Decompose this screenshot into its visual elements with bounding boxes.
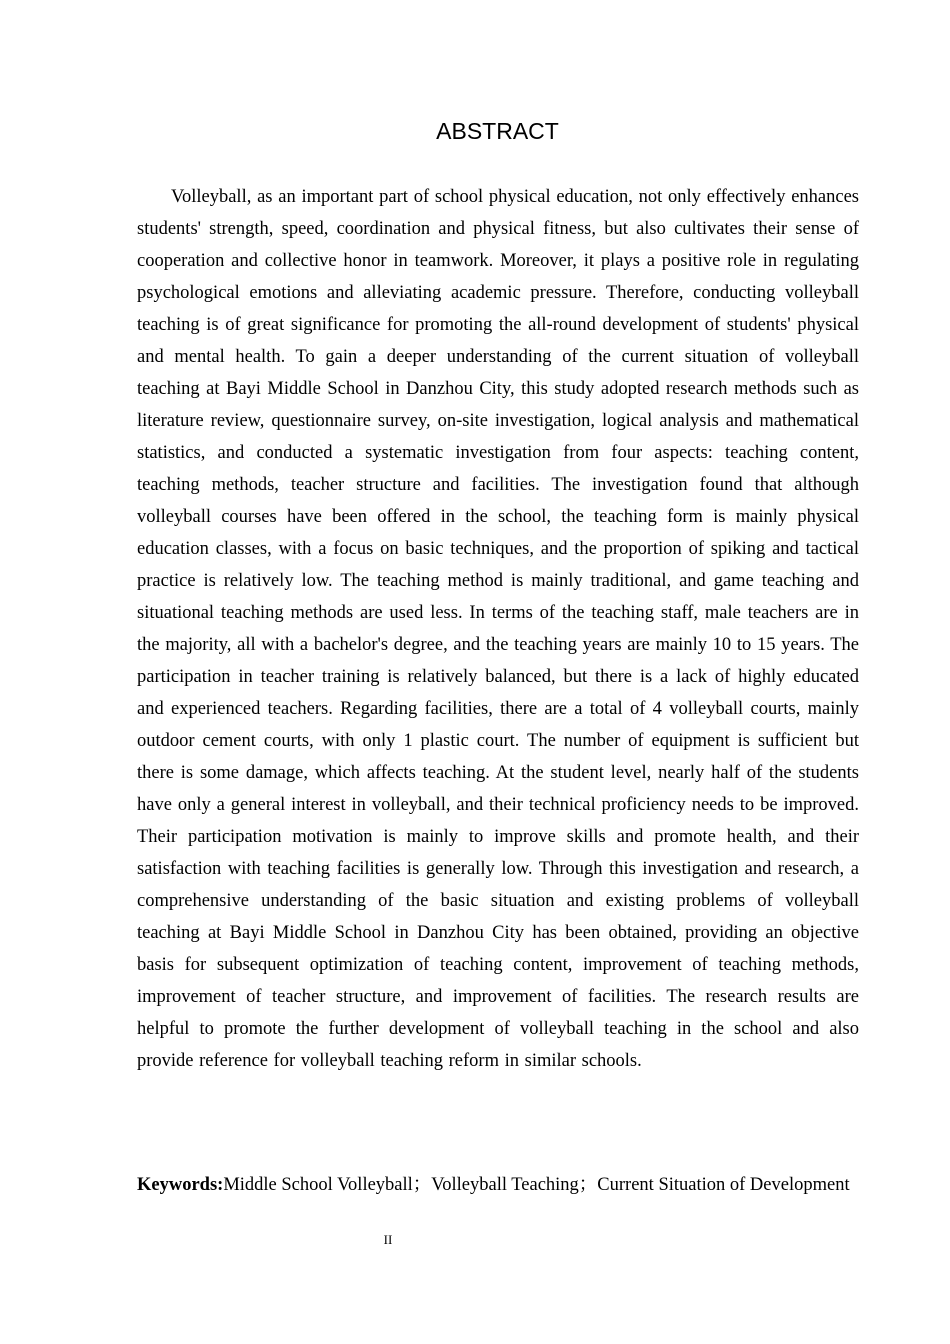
keywords-line bbox=[137, 1169, 859, 1201]
abstract-body: Volleyball, as an important part of school physical education, not only effectively enhances students' strength, speed, coordination and physical fitness, but also cultivates their sense of cooperation and collective honor in teamwork. Moreover, it plays a positive role in regulating psychological emotions and alleviating academic pressure. Therefore, conducting volleyball teaching is of great significance for promoting the all-round development of students' physical and mental health. To gain a deeper understanding of the current situation of volleyball teaching at Bayi Middle School in Danzhou City, this study adopted research methods such as literature review, questionnaire survey, on-site investigation, logical analysis and mathematical statistics, and conducted a systematic investigation from four aspects: teaching content, teaching methods, teacher structure and facilities. The investigation found that although volleyball courses have been offered in the school, the teaching form is mainly physical education classes, with a focus on basic techniques, and the proportion of spiking and tactical practice is relatively low. The teaching method is mainly traditional, and game teaching and situational teaching methods are used less. In terms of the teaching staff, male teachers are in the majority, all with a bachelor's degree, and the teaching years are mainly 10 to 15 years. The participation in teacher training is relatively balanced, but there is a lack of highly educated and experienced teachers. Regarding facilities, there are a total of 4 volleyball courts, mainly outdoor cement courts, with only 1 plastic court. The number of equipment is sufficient but there is some damage, which affects teaching. At the student level, nearly half of the students have only a general interest in volleyball, and their technical proficiency needs to be improved. Their participation motivation is mainly to improve skills and promote health, and their satisfaction with teaching facilities is generally low. Through this investigation and research, a comprehensive understanding of the basic situation and existing problems of volleyball teaching at Bayi Middle School in Danzhou City has been obtained, providing an objective basis for subsequent optimization of teaching content, improvement of teaching methods, improvement of teacher structure, and improvement of facilities. The research results are helpful to promote the further development of volleyball teaching in the school and also provide reference for volleyball teaching reform in similar schools. bbox=[137, 187, 859, 1071]
abstract-title: ABSTRACT bbox=[436, 118, 559, 144]
keywords-text: Middle School Volleyball；Volleyball Teaching；Current Situation of Development bbox=[223, 1175, 850, 1195]
page-number: II bbox=[383, 1232, 393, 1247]
keywords-label: Keywords: bbox=[137, 1175, 224, 1195]
